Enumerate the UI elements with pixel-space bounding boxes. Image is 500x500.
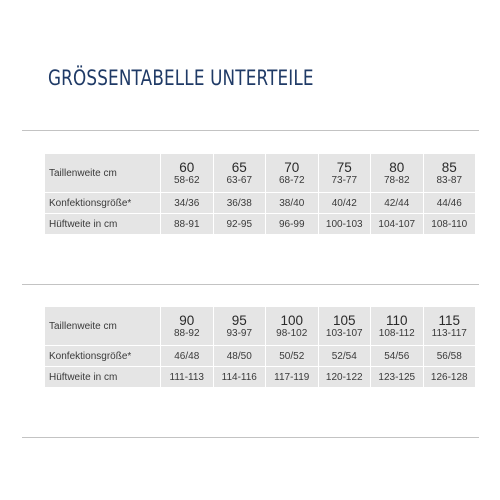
waist-range: 93-97 [226,327,253,339]
konfektion-value: 46/48 [161,346,214,367]
waist-label: Taillenweite cm [45,307,161,346]
konfektion-value: 50/52 [266,346,319,367]
waist-range: 68-72 [278,174,305,186]
konfektion-value: 42/44 [371,193,424,214]
size-cell [319,154,372,193]
size-table-2 [45,307,476,388]
hueft-value: 123-125 [371,367,424,388]
waist-range: 113-117 [431,327,467,339]
waist-range: 78-82 [383,174,410,186]
waist-range: 88-92 [173,327,200,339]
divider-top [22,130,479,131]
hueft-value: 117-119 [266,367,319,388]
waist-range: 58-62 [173,174,200,186]
waist-value: 115 [438,312,461,328]
hueft-label: Hüftweite in cm [45,367,161,388]
hueft-value: 114-116 [214,367,267,388]
waist-value: 70 [284,159,300,175]
hueft-value: 111-113 [161,367,214,388]
konfektion-value: 52/54 [319,346,372,367]
waist-value: 90 [179,312,195,328]
table-row-hueft [45,367,476,388]
size-cell [319,307,372,346]
hueft-value: 120-122 [319,367,372,388]
waist-value: 105 [332,312,356,328]
waist-range: 83-87 [436,174,463,186]
table-row-hueft [45,214,476,235]
size-cell [214,307,267,346]
waist-value: 80 [389,159,405,175]
size-cell [266,154,319,193]
waist-value: 75 [336,159,352,175]
waist-range: 63-67 [226,174,253,186]
hueft-value: 108-110 [424,214,477,235]
divider-middle [22,284,479,285]
size-cell [214,154,267,193]
waist-value: 65 [231,159,247,175]
konfektion-label: Konfektionsgröße* [45,193,161,214]
konfektion-value: 38/40 [266,193,319,214]
size-cell [371,154,424,193]
table-row-waist [45,307,476,346]
hueft-value: 88-91 [161,214,214,235]
size-cell [424,154,477,193]
waist-value: 85 [441,159,457,175]
waist-range: 103-107 [325,327,363,339]
waist-value: 110 [385,312,408,328]
konfektion-value: 44/46 [424,193,477,214]
konfektion-value: 56/58 [424,346,477,367]
waist-range: 108-112 [378,327,415,339]
waist-range: 98-102 [276,327,308,339]
konfektion-value: 34/36 [161,193,214,214]
hueft-value: 92-95 [214,214,267,235]
table-row-konfektion [45,193,476,214]
waist-value: 100 [280,312,304,328]
konfektion-value: 54/56 [371,346,424,367]
hueft-value: 104-107 [371,214,424,235]
waist-range: 73-77 [331,174,358,186]
divider-bottom [22,437,479,438]
waist-value: 95 [231,312,247,328]
konfektion-value: 40/42 [319,193,372,214]
size-cell [161,154,214,193]
size-cell [161,307,214,346]
size-cell [371,307,424,346]
waist-value: 60 [179,159,195,175]
size-cell [424,307,477,346]
waist-label: Taillenweite cm [45,154,161,193]
hueft-label: Hüftweite in cm [45,214,161,235]
hueft-value: 126-128 [424,367,477,388]
size-cell [266,307,319,346]
konfektion-value: 48/50 [214,346,267,367]
size-table-1 [45,154,476,235]
table-row-waist [45,154,476,193]
konfektion-label: Konfektionsgröße* [45,346,161,367]
page-title: GRÖSSENTABELLE UNTERTEILE [48,66,314,90]
konfektion-value: 36/38 [214,193,267,214]
hueft-value: 100-103 [319,214,372,235]
table-row-konfektion [45,346,476,367]
hueft-value: 96-99 [266,214,319,235]
